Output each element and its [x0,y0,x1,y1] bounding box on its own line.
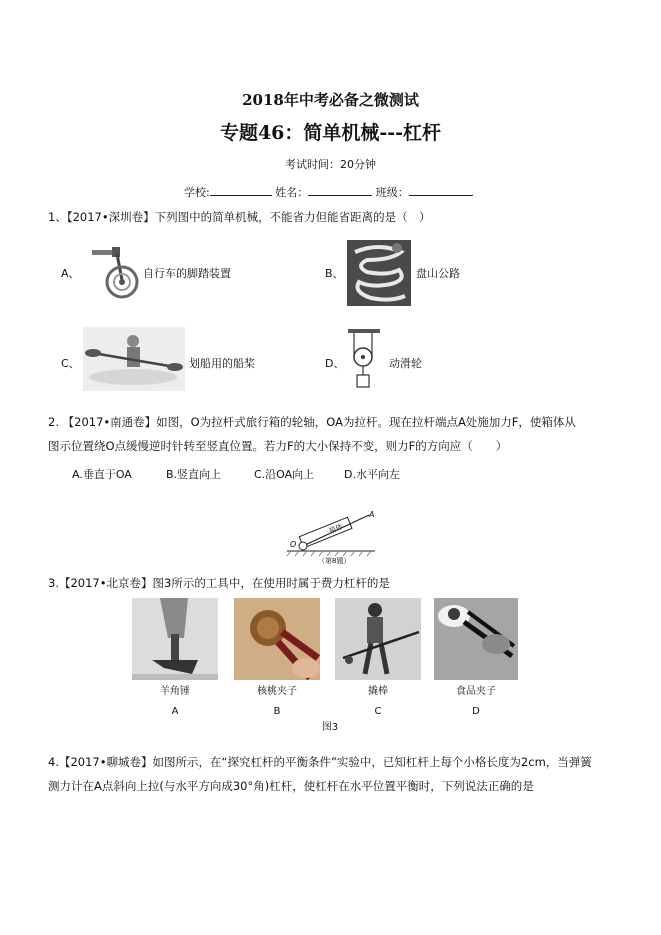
q3-item-b-name: 核桃夹子 [257,686,297,697]
point-a-label: A [369,510,375,519]
q1-option-d-label: 动滑轮 [389,357,422,370]
mountain-road-image [347,240,411,306]
q2-stem-line2: 图示位置绕O点缓慢逆时针转至竖直位置。若力F的大小保持不变，则力F的方向应（ ） [48,439,508,453]
page-title: 2018年中考必备之微测试 [242,91,419,109]
food-tongs-image [434,598,518,680]
q3-stem: 3.【2017•北京卷】图3所示的工具中，在使用时属于费力杠杆的是 [48,576,390,590]
q3-item-d-letter: D [472,706,480,717]
q3-item-b-letter: B [273,706,281,717]
q1-stem: 1、【2017•深圳卷】下列图中的简单机械，不能省力但能省距离的是（ ） [48,210,431,224]
q2-stem-line1: 2. 【2017•南通卷】如图，O为拉杆式旅行箱的轮轴，OA为拉杆。现在拉杆端点A处施加力F，使箱体从 [48,415,576,429]
q3-item-c-name: 撬棒 [368,686,388,697]
q3-item-a-letter: A [171,706,179,717]
info-line [184,183,473,200]
q3-item-c-letter: C [374,706,382,717]
bicycle-pedal-image [90,244,140,300]
exam-time: 考试时间：20分钟 [285,158,376,171]
q1-option-c-letter: C、 [61,357,80,370]
q1-option-a-letter: A、 [61,267,80,280]
claw-hammer-image [132,598,218,680]
nutcracker-image [234,598,320,680]
q1-option-a-label: 自行车的脚踏装置 [143,267,231,280]
pivot-o-label: O [290,540,297,549]
q1-option-b-letter: B、 [325,267,344,280]
q1-option-d-letter: D、 [325,357,345,370]
q2-option-d: D.水平向左 [344,468,400,481]
q2-option-b: B.竖直向上 [166,468,222,481]
name-blank[interactable] [308,183,372,196]
q4-stem-line2: 测力计在A点斜向上拉(与水平方向成30°角)杠杆，使杠杆在水平位置平衡时，下列说法正确的是 [48,779,534,793]
rowing-paddle-image [83,327,185,391]
q3-item-a-name: 羊角锤 [160,686,190,697]
school-blank[interactable] [210,183,272,196]
crowbar-image [335,598,421,680]
q1-option-c-label: 划船用的船桨 [189,357,255,370]
class-label: 班级： [375,186,409,199]
q2-option-a: A.垂直于OA [72,468,132,481]
q1-option-b-label: 盘山公路 [416,267,460,280]
movable-pulley-image [346,327,382,393]
name-label: 姓名： [275,186,309,199]
figure-caption: （第8题） [318,557,351,565]
class-blank[interactable] [409,183,473,196]
suitcase-label: 箱体 [328,522,344,536]
q3-figure-label: 图3 [321,722,339,733]
q3-item-d-name: 食品夹子 [456,686,496,697]
q2-option-c: C.沿OA向上 [254,468,315,481]
q4-stem-line1: 4.【2017•聊城卷】如图所示，在“探究杠杆的平衡条件”实验中，已知杠杆上每个小格长度为2cm，当弹簧 [48,755,592,769]
page-subtitle: 专题46：简单机械---杠杆 [219,122,442,144]
school-label: 学校: [184,186,210,199]
